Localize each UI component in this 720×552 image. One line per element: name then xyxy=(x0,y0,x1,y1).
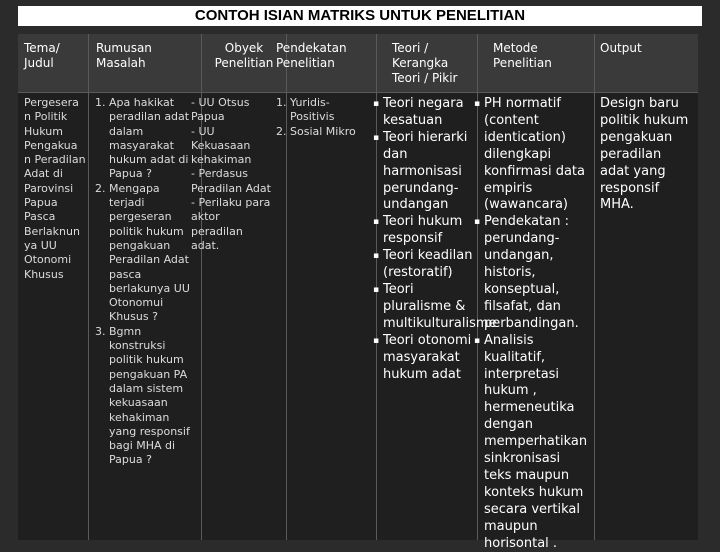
row-divider xyxy=(18,92,698,93)
list-item xyxy=(95,325,197,468)
list-item xyxy=(373,214,473,248)
list-item: - UU Kekuasaan kehakiman xyxy=(191,124,252,167)
cell-teori-kerangka xyxy=(373,96,497,383)
item-text: Teori negara kesatuan xyxy=(383,96,464,128)
item-text: Yuridis-Positivis xyxy=(290,96,335,124)
item-text: Apa hakikat peradilan adat dalam masyarakat hukum adat di Papua ? xyxy=(109,96,190,181)
list-item xyxy=(95,182,197,325)
bullet-icon: ▪ xyxy=(474,335,481,346)
item-text: Teori pluralisme & multikulturalisme xyxy=(383,281,497,331)
item-text: Mengapa terjadi pergeseran politik hukum pengakuan Peradilan Adat pasca berlakunya UU Otonomui Khusus ? xyxy=(109,181,190,324)
column-divider xyxy=(88,34,89,540)
list-item xyxy=(276,125,368,139)
header-pendekatan-penelitian xyxy=(270,34,376,71)
cell-tema-judul: Pergesera n Politik Hukum Pengakua n Peradilan Adat di Parovinsi Papua Pasca Berlaknun ya UU Otonomi Khusus xyxy=(24,96,86,281)
header-rumusan-masalah: Rumusan Masalah xyxy=(96,41,152,70)
item-text: Sosial Mikro xyxy=(290,124,356,138)
item-text: PH normatif (content identication) dilengkapi konfirmasi data empiris (wawancara) xyxy=(484,96,585,213)
header-metode-penelitian: Metode Penelitian xyxy=(493,41,552,70)
bullet-icon: ▪ xyxy=(373,251,380,262)
research-matrix-table xyxy=(18,34,698,551)
list-item xyxy=(276,96,368,125)
bullet-icon: ▪ xyxy=(373,132,380,143)
list-item xyxy=(373,130,473,215)
header-teori: Teori / Kerangka Teori / Pikir xyxy=(392,41,458,85)
header-obyek-penelitian: Obyek Penelitian xyxy=(214,41,274,70)
item-text: Analisis kualitatif, interpretasi hukum , hermeneutika dengan memperhatikan sinkronisasi teks maupun konteks hukum secara vertikal maupun horisontal . xyxy=(484,332,588,551)
item-text: Teori hukum responsif xyxy=(383,214,463,247)
bullet-icon: ▪ xyxy=(373,284,380,295)
list-item xyxy=(373,281,497,333)
list-item: - Perilaku para aktor peradilan adat. xyxy=(191,196,271,252)
list-item: - UU Otsus Papua xyxy=(191,96,250,124)
item-text: Teori otonomi masyarakat hukum adat xyxy=(383,332,472,382)
item-number: 1. xyxy=(95,96,106,109)
bullet-icon: ▪ xyxy=(373,335,380,346)
cell-pendekatan-penelitian xyxy=(276,96,368,139)
bullet-icon: ▪ xyxy=(474,217,481,228)
item-number: 2. xyxy=(95,181,106,195)
list-item xyxy=(373,333,473,384)
list-item xyxy=(474,333,590,552)
list-item xyxy=(474,96,590,214)
column-divider xyxy=(594,34,595,540)
item-text: Teori hierarki dan harmonisasi perundang-undangan xyxy=(383,129,468,213)
item-text: Bgmn konstruksi politik hukum pengakuan PA dalam sistem kekuasaan kehakiman yang responsif bagi MHA di Papua ? xyxy=(109,324,190,467)
list-item xyxy=(373,248,473,282)
cell-output: Design baru politik hukum pengakuan peradilan adat yang responsif MHA. xyxy=(600,96,689,213)
cell-obyek-penelitian xyxy=(191,96,271,253)
bullet-icon: ▪ xyxy=(373,99,380,109)
item-number: 1. xyxy=(276,96,287,109)
page-title: CONTOH ISIAN MATRIKS UNTUK PENELITIAN xyxy=(18,6,702,26)
cell-rumusan-masalah xyxy=(95,96,197,468)
item-text: Teori keadilan (restoratif) xyxy=(383,248,473,281)
list-item xyxy=(373,96,473,130)
header-tema: Tema/ Judul xyxy=(24,41,60,70)
item-number: 3. xyxy=(95,324,106,338)
bullet-icon: ▪ xyxy=(373,217,380,228)
header-pendekatan-text: Pendekatan Penelitian xyxy=(276,41,347,70)
list-item xyxy=(474,214,590,332)
bullet-icon: ▪ xyxy=(474,99,481,109)
header-output: Output xyxy=(600,41,642,55)
list-item: - Perdasus Peradilan Adat xyxy=(191,167,271,195)
cell-metode-penelitian xyxy=(474,96,590,552)
item-text: Pendekatan : perundang-undangan, historis, konseptual, filsafat, dan perbandingan. xyxy=(484,214,579,331)
list-item xyxy=(95,96,197,182)
item-number: 2. xyxy=(276,124,287,138)
